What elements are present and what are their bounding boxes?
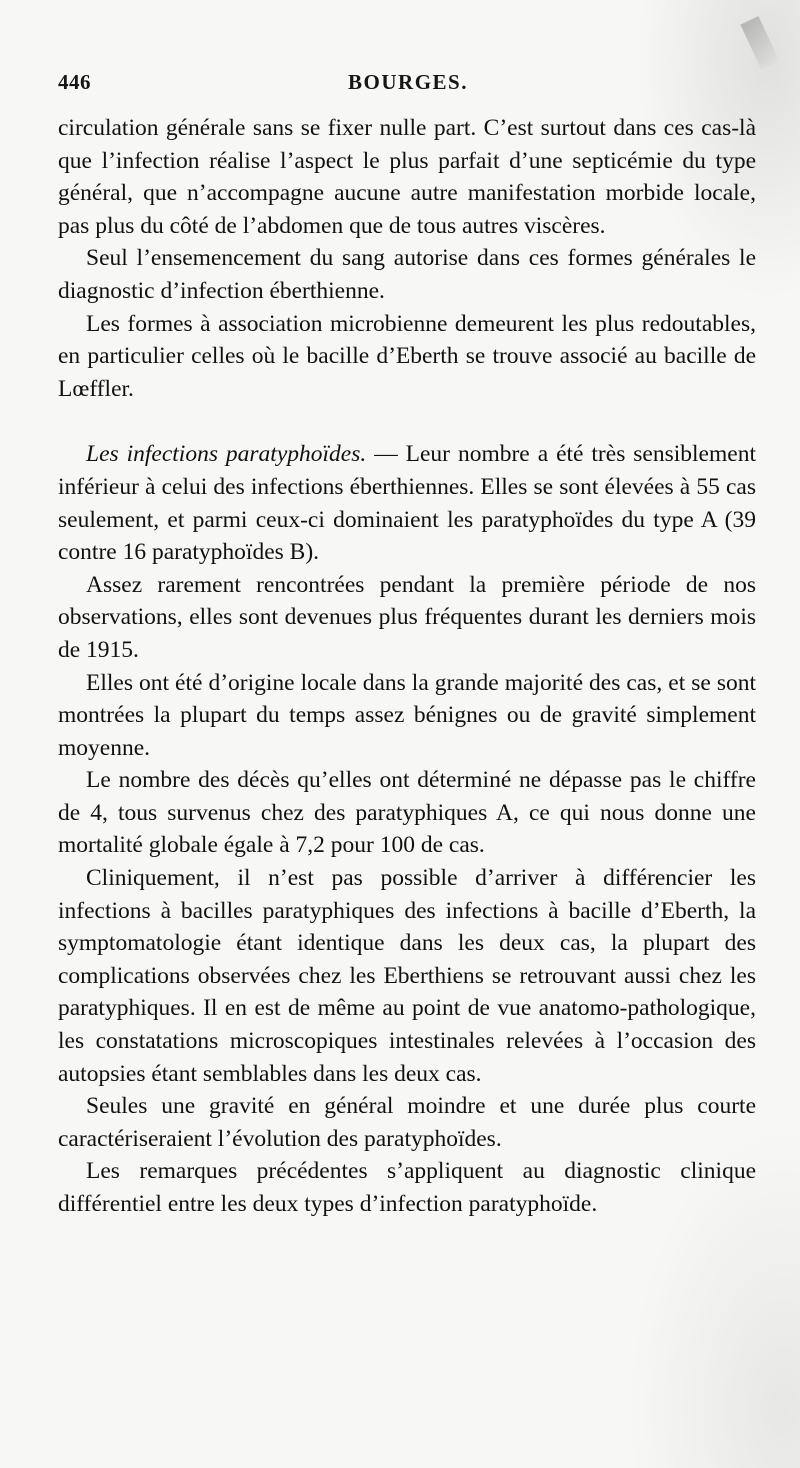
- paragraph-frequency: Assez rarement rencontrées pendant la première période de nos observations, elles sont devenues plus fréquentes durant les derniers mois de 1915.: [58, 571, 756, 663]
- paragraph-blood-culture: Seul l’ensemencement du sang autorise dans ces formes générales le diagnostic d’infection éberthienne.: [58, 245, 756, 304]
- page-header: [58, 70, 758, 100]
- paragraph-diagnosis: Les remarques précédentes s’appliquent au diagnostic clinique différentiel entre les deux types d’infection paratyphoïde.: [58, 1158, 756, 1217]
- paragraph-origin: Elles ont été d’origine locale dans la grande majorité des cas, et se sont montrées la plupart du temps assez bénignes ou de gravité simplement moyenne.: [58, 669, 756, 761]
- page-corner-shadow: [740, 16, 779, 70]
- section-title-paratyphoid: Les infections paratyphoïdes.: [86, 441, 367, 468]
- running-head: BOURGES.: [348, 70, 468, 94]
- paragraph-microbial-association: Les formes à association microbienne demeurent les plus redoutables, en particulier celles où le bacille d’Eberth se trouve associé au bacille de Lœffler.: [58, 310, 756, 402]
- body-text: [58, 112, 756, 1221]
- paragraph-clinical: Cliniquement, il n’est pas possible d’arriver à différencier les infections à bacilles paratyphiques des infections à bacille d’Eberth, la symptomatologie étant identique dans les deux cas, la plupart des complications observées chez les Eberthiens se retrouvant aussi chez les paratyphiques. Il en est de même au point de vue anatomo-pathologique, les constatations microscopiques intestinales relevées à l’occasion des autopsies étant semblables dans les deux cas.: [58, 865, 756, 1087]
- paragraph-paratyphoid-text: — Leur nombre a été très sensiblement inférieur à celui des infections éberthiennes. Elles se sont élevées à 55 cas seulement, et parmi ceux-ci dominaient les paratyphoïdes du type A (39 contre 16 paratyphoïdes B).: [58, 441, 756, 566]
- paragraph-mortality: Le nombre des décès qu’elles ont déterminé ne dépasse pas le chiffre de 4, tous survenus chez des paratyphiques A, ce qui nous donne une mortalité globale égale à 7,2 pour 100 de cas.: [58, 767, 756, 859]
- page-number: 446: [58, 70, 91, 94]
- paragraph-paratyphoid-intro: [58, 438, 756, 568]
- paragraph-severity: Seules une gravité en général moindre et une durée plus courte caractériseraient l’évolution des paratyphoïdes.: [58, 1093, 756, 1152]
- paragraph-continuation: circulation générale sans se fixer nulle part. C’est surtout dans ces cas-là que l’infection réalise l’aspect le plus parfait d’une septicémie du type général, que n’accompagne aucune autre manifestation morbide locale, pas plus du côté de l’abdomen que de tous autres viscères.: [58, 115, 756, 239]
